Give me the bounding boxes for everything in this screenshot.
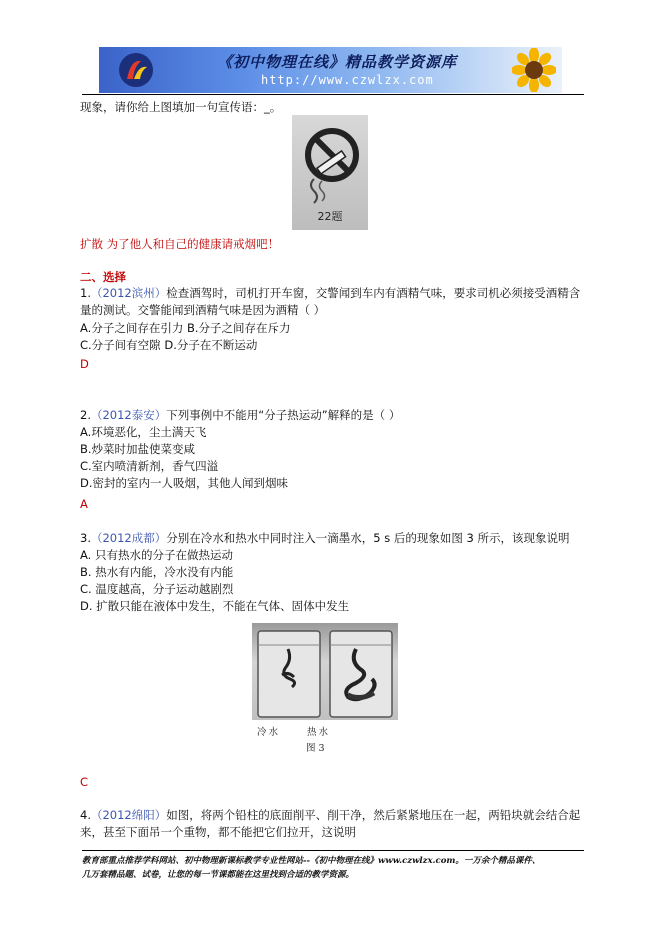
sunflower-icon: [512, 48, 556, 92]
q2-number: 2.: [80, 408, 91, 422]
q1-line2: 量的测试。交警能闻到酒精气味是因为酒精（ ）: [80, 303, 326, 317]
q2-stem: [80, 407, 400, 423]
q4-number: 4.: [80, 808, 91, 822]
q4-text: 如图，将两个铅柱的底面削平、削干净，然后紧紧地压在一起，两铅块就会结合起: [166, 808, 581, 822]
beaker-figure: [252, 623, 398, 720]
site-logo-icon: [117, 51, 155, 89]
q1-number: 1.: [80, 286, 91, 300]
q1-source: （2012滨州）: [90, 286, 167, 300]
no-smoking-figure: [292, 115, 368, 230]
q22-prompt: 现象，请你给上图填加一句宣传语：_。: [80, 100, 282, 114]
q3-text: 分别在冷水和热水中同时注入一滴墨水，5 s 后的现象如图 3 所示，该现象说明: [166, 531, 570, 545]
q2-option-b: B.炒菜时加盐使菜变咸: [80, 442, 196, 456]
q4-source: （2012绵阳）: [90, 808, 167, 822]
q1-options-ab: A.分子之间存在引力 B.分子之间存在斥力: [80, 321, 291, 335]
q2-option-d: D.密封的室内一人吸烟，其他人闻到烟味: [80, 476, 289, 490]
q4-line2: 来，甚至下面吊一个重物，都不能把它们拉开，这说明: [80, 825, 356, 839]
q3-number: 3.: [80, 531, 91, 545]
q3-stem: [80, 530, 570, 546]
q4-line1: [80, 807, 580, 823]
q1-text: 检查酒驾时，司机打开车窗，交警闻到车内有酒精气味，要求司机必须接受酒精含: [166, 286, 581, 300]
q3-option-d: D. 扩散只能在液体中发生，不能在气体、固体中发生: [80, 599, 350, 613]
q3-answer: C: [80, 775, 89, 789]
q1-answer: D: [80, 357, 89, 371]
header-banner: [99, 47, 562, 93]
q1-options-cd: C.分子间有空隙 D.分子在不断运动: [80, 338, 258, 352]
q2-option-a: A.环境恶化，尘土满天飞: [80, 425, 207, 439]
no-smoking-icon: [292, 115, 368, 210]
header-rule: [82, 94, 584, 95]
q3-source: （2012成都）: [90, 531, 167, 545]
footer-rule: [82, 850, 584, 851]
q2-source: （2012泰安）: [90, 408, 167, 422]
q3-option-a: A. 只有热水的分子在做热运动: [80, 548, 233, 562]
figure-22-caption: 22题: [317, 210, 343, 223]
beakers-ink-diffusion-icon: [252, 623, 398, 720]
footer-line-2: 几万套精品题、试卷，让您的每一节课都能在这里找到合适的教学资源。: [82, 870, 355, 880]
q3-option-b: B. 热水有内能，冷水没有内能: [80, 565, 234, 579]
q2-answer: A: [80, 497, 88, 511]
hot-water-label: 热水: [307, 727, 331, 738]
q2-option-c: C.室内喷清新剂，香气四溢: [80, 459, 219, 473]
q1-line1: [80, 285, 580, 301]
q22-answer: 扩散 为了他人和自己的健康请戒烟吧！: [80, 237, 280, 251]
footer-line-1: 教育部重点推荐学科网站、初中物理新课标教学专业性网站--《初中物理在线》www.czwlzx.com。一万余个精品课件、: [82, 856, 541, 866]
q2-text: 下列事例中不能用“分子热运动”解释的是（ ）: [166, 408, 401, 422]
site-brand-title: 《初中物理在线》精品教学资源库: [217, 53, 458, 71]
section-title: 二、选择: [80, 270, 126, 284]
q3-option-c: C. 温度越高，分子运动越剧烈: [80, 582, 234, 596]
cold-water-label: 冷水: [257, 727, 281, 738]
site-url: http://www.czwlzx.com: [261, 73, 434, 87]
figure-3-caption: 图 3: [306, 743, 325, 754]
